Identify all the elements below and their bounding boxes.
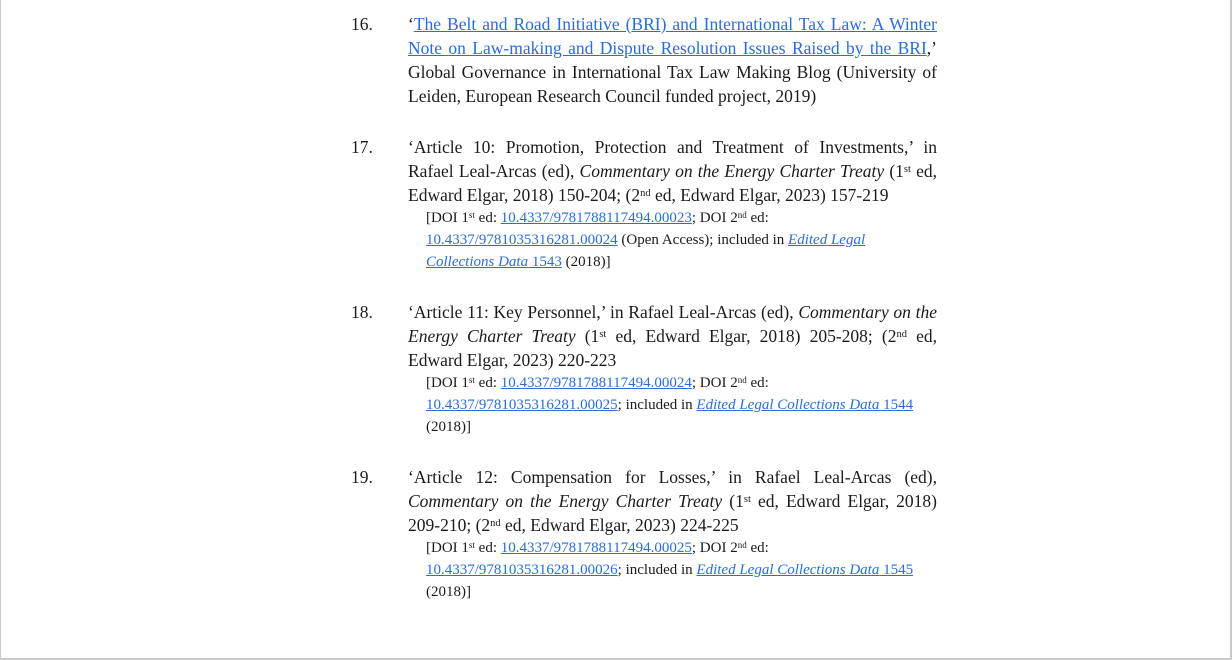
- text-run: ed, Edward Elgar, 2018) 209-210; (2: [408, 491, 938, 535]
- item-number: 18.: [351, 302, 373, 322]
- collection-number-link[interactable]: 1543: [528, 254, 562, 270]
- item-doi-note: [426, 537, 937, 603]
- collection-link[interactable]: Edited Legal Collections Data: [696, 397, 880, 413]
- collection-link[interactable]: Edited Legal Collections Data: [426, 232, 866, 270]
- text-run: ed, Edward Elgar, 2023) 224-225: [500, 515, 739, 535]
- text-run: ; DOI 2: [691, 210, 738, 226]
- item-citation: [408, 465, 937, 537]
- text-run: ed:: [746, 210, 769, 226]
- item-text: [408, 135, 937, 273]
- text-run: ; DOI 2: [691, 375, 738, 391]
- doi-link-second-edition[interactable]: 10.4337/9781035316281.00026: [426, 562, 618, 578]
- book-title: Commentary on the Energy Charter Treaty: [408, 491, 723, 511]
- text-run: nd: [737, 374, 747, 385]
- text-run: st: [599, 328, 607, 340]
- text-run: nd: [737, 539, 747, 550]
- text-run: (2018)]: [561, 254, 611, 270]
- text-run: ; DOI 2: [691, 540, 738, 556]
- text-run: ; included in: [617, 562, 697, 578]
- text-run: ed, Edward Elgar, 2018) 205-208; (2: [606, 326, 897, 346]
- collection-link[interactable]: Edited Legal Collections Data: [696, 562, 880, 578]
- text-run: ed:: [474, 210, 501, 226]
- text-run: (1: [884, 161, 904, 181]
- book-title: Commentary on the Energy Charter Treaty: [408, 302, 937, 346]
- text-run: ; included in: [617, 397, 697, 413]
- text-run: ‘Article 11: Key Personnel,’ in Rafael Leal-Arcas (ed),: [408, 302, 799, 322]
- item-text: [408, 300, 937, 438]
- title-link-bri-tax-law[interactable]: The Belt and Road Initiative (BRI) and International Tax Law: A Winter Note on Law-making and Dispute Resolution Issues Raised by the BRI: [408, 14, 937, 58]
- item-citation: [408, 12, 937, 108]
- item-citation: [408, 300, 937, 372]
- item-text: [408, 12, 937, 108]
- text-run: st: [468, 539, 475, 550]
- text-run: st: [903, 163, 911, 175]
- item-citation: [408, 135, 937, 207]
- text-run: [DOI 1: [426, 540, 469, 556]
- text-run: (2018)]: [426, 584, 471, 600]
- collection-number-link[interactable]: 1544: [879, 397, 914, 413]
- text-run: st: [468, 374, 475, 385]
- text-run: ed:: [746, 540, 769, 556]
- doi-link-second-edition[interactable]: 10.4337/9781035316281.00025: [426, 397, 618, 413]
- doi-link-first-edition[interactable]: 10.4337/9781788117494.00023: [500, 210, 692, 226]
- publication-item: [351, 300, 937, 438]
- doi-link-second-edition[interactable]: 10.4337/9781035316281.00024: [426, 232, 618, 248]
- item-number: 16.: [351, 14, 373, 34]
- text-run: nd: [490, 517, 501, 529]
- text-run: ed:: [474, 375, 501, 391]
- text-run: (1: [575, 326, 600, 346]
- text-run: (1: [722, 491, 744, 511]
- text-run: nd: [896, 328, 907, 340]
- doi-link-first-edition[interactable]: 10.4337/9781788117494.00024: [500, 375, 692, 391]
- text-run: (2018)]: [426, 419, 471, 435]
- text-run: (Open Access); included in: [617, 232, 789, 248]
- text-run: ed:: [474, 540, 501, 556]
- text-run: ed, Edward Elgar, 2018) 150-204; (2: [408, 161, 938, 205]
- item-number: 19.: [351, 467, 373, 487]
- item-doi-note: [426, 207, 937, 273]
- publication-item: [351, 465, 937, 603]
- doi-link-first-edition[interactable]: 10.4337/9781788117494.00025: [500, 540, 692, 556]
- book-title: Commentary on the Energy Charter Treaty: [579, 161, 885, 181]
- text-run: st: [468, 209, 475, 220]
- text-run: ‘Article 12: Compensation for Losses,’ in Rafael Leal-Arcas (ed),: [408, 467, 937, 487]
- item-doi-note: [426, 372, 937, 438]
- text-run: ‘: [408, 14, 414, 34]
- text-run: st: [743, 493, 751, 505]
- publication-item: [351, 135, 937, 273]
- text-run: ed:: [746, 375, 769, 391]
- text-run: [DOI 1: [426, 210, 469, 226]
- text-run: ‘Article 10: Promotion, Protection and Treatment of Investments,’ in Rafael Leal-Arcas (ed),: [408, 137, 937, 181]
- item-text: [408, 465, 937, 603]
- text-run: [DOI 1: [426, 375, 469, 391]
- publication-item: [351, 12, 937, 108]
- text-run: nd: [640, 187, 651, 199]
- text-run: ,’ Global Governance in International Tax Law Making Blog (University of Leiden, European Research Council funded project, 2019): [408, 38, 937, 106]
- text-run: ed, Edward Elgar, 2023) 220-223: [408, 326, 937, 370]
- text-run: ed, Edward Elgar, 2023) 157-219: [650, 185, 889, 205]
- item-number: 17.: [351, 137, 373, 157]
- text-run: nd: [737, 209, 747, 220]
- publication-list: [351, 12, 937, 630]
- collection-number-link[interactable]: 1545: [879, 562, 914, 578]
